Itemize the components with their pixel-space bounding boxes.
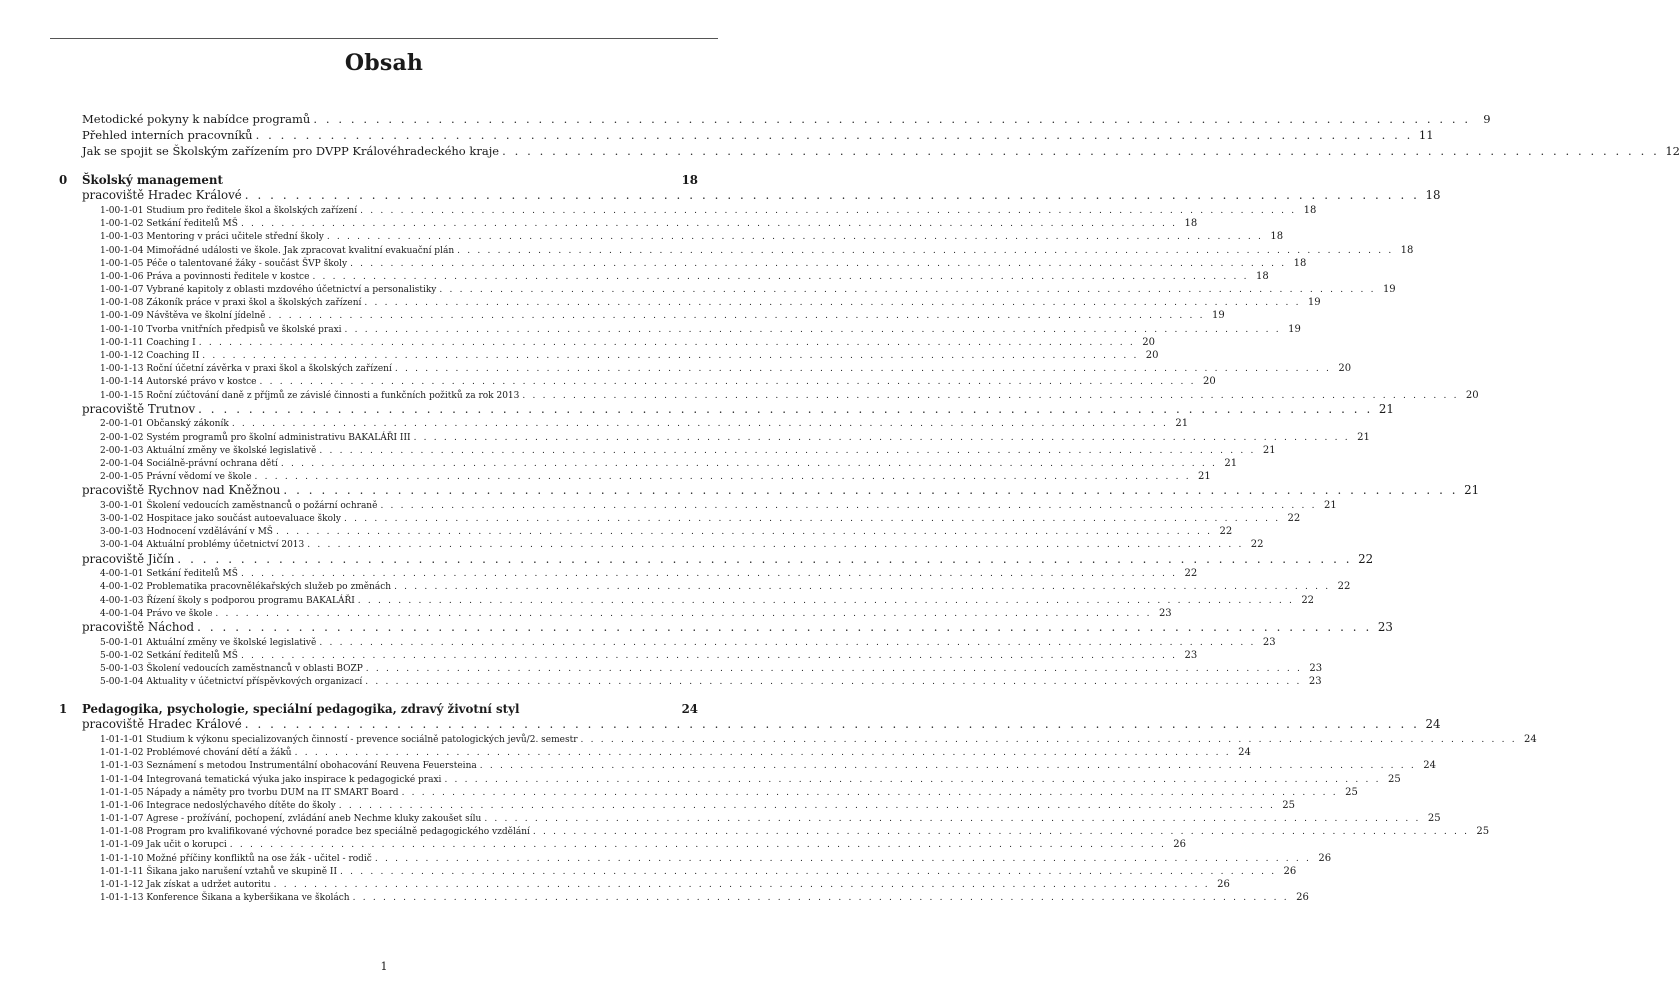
dot-leader: . . . . . . . . . . . . . . . . . . . . . . . . . . . . . . . . . . . . . . . . . . . . . . . . . . . . . . . . . . . . . . . . . . . . . . . . . . . . . . . . . . . . . . . . . . . . . bbox=[444, 774, 1381, 785]
toc-entry-title: Metodické pokyny k nabídce programů bbox=[82, 112, 311, 126]
dot-leader: . . . . . . . . . . . . . . . . . . . . . . . . . . . . . . . . . . . . . . . . . . . . . . . . . . . . . . . . . . . . . . . . . . . . . . . . . . . . . . . . . . . . . . . . . . . . . bbox=[215, 608, 1152, 619]
toc-entry-title: 4-00-1-01 Setkání ředitelů MŠ bbox=[100, 569, 238, 580]
toc-entry-page: 11 bbox=[1418, 127, 1434, 142]
toc-entry-title: 1-01-1-12 Jak získat a udržet autoritu bbox=[100, 880, 271, 891]
toc-item-entry[interactable] bbox=[50, 607, 1172, 620]
dot-leader: . . . . . . . . . . . . . . . . . . . . . . . . . . . . . . . . . . . . . . . . . . . . . . . . . . . . . . . . . . . . . . . . . . . . . . . . . . . . . . . . . . . . . . . . . . . . . bbox=[380, 500, 1317, 511]
toc-entry-title: 1-00-1-10 Tvorba vnitřních předpisů ve školské praxi bbox=[100, 324, 342, 335]
toc-entry-page: 22 bbox=[1337, 581, 1351, 593]
toc-entry-title: 1-01-1-11 Šikana jako narušení vztahů ve skupině II bbox=[100, 866, 337, 877]
dot-leader: . . . . . . . . . . . . . . . . . . . . . . . . . . . . . . . . . . . . . . . . . . . . . . . . . . . . . . . . . . . . . . . . . . . . . . . . . . . . . . . . . . . . . . . . . . . . . bbox=[198, 401, 1373, 416]
toc-subsection-entry[interactable] bbox=[50, 717, 1441, 733]
toc-entry-page: 23 bbox=[1377, 620, 1393, 635]
toc-entry-title: 5-00-1-03 Školení vedoucích zaměstnanců v oblasti BOZP bbox=[100, 663, 363, 674]
toc-item-entry[interactable] bbox=[50, 230, 1284, 243]
dot-leader: . . . . . . . . . . . . . . . . . . . . . . . . . . . . . . . . . . . . . . . . . . . . . . . . . . . . . . . . . . . . . . . . . . . . . . . . . . . . . . . . . . . . . . . . . . . . . bbox=[259, 377, 1196, 388]
toc-entry-page: 22 bbox=[1287, 513, 1301, 525]
toc-entry-page: 21 bbox=[1224, 457, 1238, 469]
dot-leader: . . . . . . . . . . . . . . . . . . . . . . . . . . . . . . . . . . . . . . . . . . . . . . . . . . . . . . . . . . . . . . . . . . . . . . . . . . . . . . . . . . . . . . . . . . . . . bbox=[229, 840, 1167, 851]
toc-entry-page: 21 bbox=[1464, 483, 1480, 498]
toc-entry-title: 5-00-1-02 Setkání ředitelů MŠ bbox=[100, 650, 238, 661]
dot-leader: . . . . . . . . . . . . . . . . . . . . . . . . . . . . . . . . . . . . . . . . . . . . . . . . . . . . . . . . . . . . . . . . . . . . . . . . . . . . . . . . . . . . . . . . . . . . . bbox=[283, 483, 1459, 498]
toc-subsection-entry[interactable] bbox=[50, 483, 1480, 499]
toc-entry-page: 26 bbox=[1318, 852, 1332, 864]
toc-entry-title: 1-00-1-05 Péče o talentované žáky - součást ŠVP školy bbox=[100, 258, 348, 269]
toc-entry-page: 26 bbox=[1173, 839, 1187, 851]
toc-entry-title: 1-00-1-02 Setkání ředitelů MŠ bbox=[100, 219, 238, 230]
toc-entry-page: 12 bbox=[1665, 143, 1680, 158]
dot-leader: . . . . . . . . . . . . . . . . . . . . . . . . . . . . . . . . . . . . . . . . . . . . . . . . . . . . . . . . . . . . . . . . . . . . . . . . . . . . . . . . . . . . . . . . . . . . . bbox=[268, 311, 1205, 322]
dot-leader: . . . . . . . . . . . . . . . . . . . . . . . . . . . . . . . . . . . . . . . . . . . . . . . . . . . . . . . . . . . . . . . . . . . . . . . . . . . . . . . . . . . . . . . . . . . . . bbox=[457, 245, 1394, 256]
header-rule bbox=[50, 38, 718, 39]
toc-entry-title: 1-01-1-06 Integrace nedoslýchavého dítěte do školy bbox=[100, 800, 336, 811]
toc-entry-title: 1-00-1-04 Mimořádné události ve škole. Jak zpracovat kvalitní evakuační plán bbox=[100, 245, 455, 256]
toc-item-entry[interactable] bbox=[50, 773, 1401, 786]
toc-item-entry[interactable] bbox=[50, 244, 1414, 257]
toc-entry-page: 26 bbox=[1217, 879, 1230, 891]
dot-leader: . . . . . . . . . . . . . . . . . . . . . . . . . . . . . . . . . . . . . . . . . . . . . . . . . . . . . . . . . . . . . . . . . . . . . . . . . . . . . . . . . . . . . . . . . . . . . bbox=[275, 527, 1213, 538]
toc-entry-page: 23 bbox=[1309, 662, 1323, 674]
toc-entry-page: 22 bbox=[1250, 539, 1264, 551]
dot-leader: . . . . . . . . . . . . . . . . . . . . . . . . . . . . . . . . . . . . . . . . . . . . . . . . . . . . . . . . . . . . . . . . . . . . . . . . . . . . . . . . . . . . . . . . . . . . . bbox=[580, 734, 1517, 745]
spacer bbox=[50, 159, 698, 172]
toc-item-entry[interactable] bbox=[50, 825, 1490, 838]
dot-leader: . . . . . . . . . . . . . . . . . . . . . . . . . . . . . . . . . . . . . . . . . . . . . . . . . . . . . . . . . . . . . . . . . . . . . . . . . . . . . . . . . . . . . . . . . . . . . bbox=[202, 351, 1139, 362]
dot-leader: . . . . . . . . . . . . . . . . . . . . . . . . . . . . . . . . . . . . . . . . . . . . . . . . . . . . . . . . . . . . . . . . . . . . . . . . . . . . . . . . . . . . . . . . . . . . . bbox=[365, 663, 1303, 674]
dot-leader: . . . . . . . . . . . . . . . . . . . . . . . . . . . . . . . . . . . . . . . . . . . . . . . . . . . . . . . . . . . . . . . . . . . . . . . . . . . . . . . . . . . . . . . . . . . . . bbox=[360, 205, 1297, 216]
toc-item-entry[interactable] bbox=[50, 636, 1276, 649]
dot-leader: . . . . . . . . . . . . . . . . . . . . . . . . . . . . . . . . . . . . . . . . . . . . . . . . . . . . . . . . . . . . . . . . . . . . . . . . . . . . . . . . . . . . . . . . . . . . . bbox=[313, 112, 1471, 126]
toc-item-entry[interactable] bbox=[50, 649, 1198, 662]
toc-entry-page: 21 bbox=[1378, 401, 1394, 416]
toc-entry-page: 18 bbox=[1255, 270, 1269, 282]
toc-subsection-entry[interactable] bbox=[50, 551, 1374, 568]
toc-entry-title: pracoviště Trutnov bbox=[82, 401, 196, 416]
toc-subsection-entry[interactable] bbox=[50, 620, 1393, 636]
toc-item-entry[interactable] bbox=[50, 878, 1230, 891]
table-of-contents bbox=[50, 112, 1680, 904]
toc-item-entry[interactable] bbox=[50, 675, 1322, 688]
dot-leader: . . . . . . . . . . . . . . . . . . . . . . . . . . . . . . . . . . . . . . . . . . . . . . . . . . . . . . . . . . . . . . . . . . . . . . . . . . . . . . . . . . . . . . . . . . . . . bbox=[394, 364, 1332, 375]
toc-entry-title: 1-00-1-08 Zákoník práce v praxi škol a školských zařízení bbox=[100, 298, 362, 309]
toc-item-entry[interactable] bbox=[50, 204, 1317, 217]
dot-leader: . . . . . . . . . . . . . . . . . . . . . . . . . . . . . . . . . . . . . . . . . . . . . . . . . . . . . . . . . . . . . . . . . . . . . . . . . . . . . . . . . . . . . . . . . . . . . bbox=[198, 337, 1135, 348]
dot-leader: . . . . . . . . . . . . . . . . . . . . . . . . . . . . . . . . . . . . . . . . . . . . . . . . . . . . . . . . . . . . . . . . . . . . . . . . . . . . . . . . . . . . . . . . . . . . . bbox=[280, 458, 1218, 469]
dot-leader: . . . . . . . . . . . . . . . . . . . . . . . . . . . . . . . . . . . . . . . . . . . . . . . . . . . . . . . . . . . . . . . . . . . . . . . . . . . . . . . . . . . . . . . . . . . . . bbox=[340, 866, 1277, 877]
toc-entry-page: 9 bbox=[1483, 112, 1491, 126]
dot-leader: . . . . . . . . . . . . . . . . . . . . . . . . . . . . . . . . . . . . . . . . . . . . . . . . . . . . . . . . . . . . . . . . . . . . . . . . . . . . . . . . . . . . . . . . . . . . . bbox=[326, 232, 1264, 243]
dot-leader: . . . . . . . . . . . . . . . . . . . . . . . . . . . . . . . . . . . . . . . . . . . . . . . . . . . . . . . . . . . . . . . . . . . . . . . . . . . . . . . . . . . . . . . . . . . . . bbox=[439, 285, 1376, 296]
toc-item-entry[interactable] bbox=[50, 257, 1307, 270]
toc-item-entry[interactable] bbox=[50, 799, 1296, 812]
toc-item-entry[interactable] bbox=[50, 375, 1216, 388]
dot-leader: . . . . . . . . . . . . . . . . . . . . . . . . . . . . . . . . . . . . . . . . . . . . . . . . . . . . . . . . . . . . . . . . . . . . . . . . . . . . . . . . . . . . . . . . . . . . . bbox=[255, 127, 1413, 142]
toc-item-entry[interactable] bbox=[50, 296, 1321, 309]
toc-entry-page: 18 bbox=[1270, 231, 1284, 243]
toc-entry-page: 18 bbox=[1425, 188, 1441, 203]
toc-entry-title: 1-01-1-09 Jak učit o korupci bbox=[100, 840, 227, 851]
toc-item-entry[interactable] bbox=[50, 662, 1323, 675]
dot-leader: . . . . . . . . . . . . . . . . . . . . . . . . . . . . . . . . . . . . . . . . . . . . . . . . . . . . . . . . . . . . . . . . . . . . . . . . . . . . . . . . . . . . . . . . . . . . . bbox=[522, 390, 1459, 401]
dot-leader: . . . . . . . . . . . . . . . . . . . . . . . . . . . . . . . . . . . . . . . . . . . . . . . . . . . . . . . . . . . . . . . . . . . . . . . . . . . . . . . . . . . . . . . . . . . . . bbox=[294, 748, 1231, 759]
toc-entry-page: 18 bbox=[1303, 204, 1317, 216]
toc-entry-page: 23 bbox=[1308, 676, 1322, 688]
dot-leader: . . . . . . . . . . . . . . . . . . . . . . . . . . . . . . . . . . . . . . . . . . . . . . . . . . . . . . . . . . . . . . . . . . . . . . . . . . . . . . . . . . . . . . . . . . . . . bbox=[344, 324, 1281, 335]
toc-entry-page: 25 bbox=[1476, 826, 1490, 838]
toc-front-entry[interactable] bbox=[50, 127, 1434, 144]
toc-entry-page: 22 bbox=[1184, 568, 1198, 580]
toc-subsection-entry[interactable] bbox=[50, 188, 1441, 204]
toc-entry-page: 21 bbox=[1175, 418, 1189, 430]
dot-leader: . . . . . . . . . . . . . . . . . . . . . . . . . . . . . . . . . . . . . . . . . . . . . . . . . . . . . . . . . . . . . . . . . . . . . . . . . . . . . . . . . . . . . . . . . . . . . bbox=[484, 814, 1421, 825]
toc-entry-page: 21 bbox=[1323, 499, 1337, 511]
toc-entry-title: 1-01-1-01 Studium k výkonu specializovaných činností - prevence sociálně patologických jevů/2. semestr bbox=[100, 734, 578, 745]
dot-leader: . . . . . . . . . . . . . . . . . . . . . . . . . . . . . . . . . . . . . . . . . . . . . . . . . . . . . . . . . . . . . . . . . . . . . . . . . . . . . . . . . . . . . . . . . . . . . bbox=[338, 800, 1276, 811]
toc-entry-title: 3-00-1-03 Hodnocení vzdělávání v MŠ bbox=[100, 527, 273, 538]
toc-item-entry[interactable] bbox=[50, 470, 1211, 483]
toc-entry-title: 1-00-1-12 Coaching II bbox=[100, 351, 200, 362]
section-number: 0 bbox=[59, 173, 68, 188]
toc-entry-page: 23 bbox=[1262, 636, 1276, 648]
dot-leader: . . . . . . . . . . . . . . . . . . . . . . . . . . . . . . . . . . . . . . . . . . . . . . . . . . . . . . . . . . . . . . . . . . . . . . . . . . . . . . . . . . . . . . . . . . . . . bbox=[319, 637, 1256, 648]
toc-entry-page: 24 bbox=[1238, 747, 1251, 759]
toc-entry-title: 2-00-1-01 Občanský zákoník bbox=[100, 419, 229, 430]
toc-item-entry[interactable] bbox=[50, 812, 1441, 825]
toc-entry-title: pracoviště Náchod bbox=[82, 620, 195, 635]
toc-item-entry[interactable] bbox=[50, 336, 1155, 349]
toc-item-entry[interactable] bbox=[50, 270, 1269, 283]
toc-entry-title: 1-00-1-09 Návštěva ve školní jídelně bbox=[100, 311, 266, 322]
page-title: Obsah bbox=[344, 50, 424, 76]
toc-entry-page: 19 bbox=[1307, 297, 1321, 309]
toc-entry-page: 24 bbox=[1423, 760, 1436, 772]
toc-item-entry[interactable] bbox=[50, 580, 1351, 593]
toc-item-entry[interactable] bbox=[50, 733, 1537, 746]
toc-entry-page: 22 bbox=[1219, 526, 1233, 538]
toc-entry-title: Školský management bbox=[82, 173, 223, 188]
toc-entry-page: 20 bbox=[1142, 336, 1155, 348]
toc-entry-title: Pedagogika, psychologie, speciální pedagogika, zdravý životní styl bbox=[82, 702, 520, 717]
toc-item-entry[interactable] bbox=[50, 838, 1187, 851]
toc-entry-title: Jak se spojit se Školským zařízením pro DVPP Královéhradeckého kraje bbox=[82, 143, 500, 158]
toc-entry-title: 1-00-1-03 Mentoring v práci učitele střední školy bbox=[100, 232, 324, 243]
toc-entry-title: pracoviště Hradec Králové bbox=[82, 188, 242, 203]
dot-leader: . . . . . . . . . . . . . . . . . . . . . . . . . . . . . . . . . . . . . . . . . . . . . . . . . . . . . . . . . . . . . . . . . . . . . . . . . . . . . . . . . . . . . . . . . . . . . bbox=[502, 143, 1660, 158]
toc-entry-page: 20 bbox=[1202, 376, 1216, 388]
toc-entry-title: 1-00-1-13 Roční účetní závěrka v praxi škol a školských zařízení bbox=[100, 364, 392, 375]
dot-leader: . . . . . . . . . . . . . . . . . . . . . . . . . . . . . . . . . . . . . . . . . . . . . . . . . . . . . . . . . . . . . . . . . . . . . . . . . . . . . . . . . . . . . . . . . . . . . bbox=[357, 595, 1295, 606]
toc-item-entry[interactable] bbox=[50, 457, 1238, 470]
toc-entry-page: 18 bbox=[1400, 244, 1414, 256]
toc-entry-title: 4-00-1-04 Právo ve škole bbox=[100, 608, 213, 619]
toc-entry-title: pracoviště Hradec Králové bbox=[82, 717, 242, 732]
dot-leader: . . . . . . . . . . . . . . . . . . . . . . . . . . . . . . . . . . . . . . . . . . . . . . . . . . . . . . . . . . . . . . . . . . . . . . . . . . . . . . . . . . . . . . . . . . . . . bbox=[394, 582, 1331, 593]
toc-entry-title: 1-00-1-11 Coaching I bbox=[100, 337, 196, 348]
dot-leader: . . . . . . . . . . . . . . . . . . . . . . . . . . . . . . . . . . . . . . . . . . . . . . . . . . . . . . . . . . . . . . . . . . . . . . . . . . . . . . . . . . . . . . . . . . . . . bbox=[231, 419, 1169, 430]
toc-entry-title: 1-01-1-04 Integrovaná tematická výuka jako inspirace k pedagogické praxi bbox=[100, 774, 442, 785]
toc-item-entry[interactable] bbox=[50, 567, 1198, 580]
toc-entry-page: 24 bbox=[1425, 717, 1441, 732]
toc-entry-page: 26 bbox=[1283, 865, 1297, 877]
toc-entry-title: Přehled interních pracovníků bbox=[82, 127, 253, 142]
toc-entry-title: 1-01-1-02 Problémové chování dětí a žáků bbox=[100, 748, 292, 759]
toc-section-entry[interactable] bbox=[50, 701, 698, 717]
toc-entry-page: 21 bbox=[1262, 444, 1276, 456]
toc-entry-page: 22 bbox=[1358, 551, 1374, 566]
toc-item-entry[interactable] bbox=[50, 594, 1315, 607]
toc-item-entry[interactable] bbox=[50, 786, 1358, 799]
spacer bbox=[50, 688, 698, 701]
toc-item-entry[interactable] bbox=[50, 852, 1332, 865]
toc-entry-page: 19 bbox=[1382, 284, 1396, 296]
toc-item-entry[interactable] bbox=[50, 431, 1370, 444]
toc-entry-title: pracoviště Jičín bbox=[82, 551, 175, 566]
dot-leader: . . . . . . . . . . . . . . . . . . . . . . . . . . . . . . . . . . . . . . . . . . . . . . . . . . . . . . . . . . . . . . . . . . . . . . . . . . . . . . . . . . . . . . . . . . . . . bbox=[177, 551, 1353, 566]
toc-entry-title: 3-00-1-02 Hospitace jako součást autoevaluace školy bbox=[100, 514, 341, 525]
toc-entry-title: 1-01-1-08 Program pro kvalifikované výchovné poradce bez speciálně pedagogického vzdělání bbox=[100, 827, 530, 838]
toc-entry-title: 1-01-1-07 Agrese - prožívání, pochopení, zvládání aneb Nechme kluky zakoušet sílu bbox=[100, 814, 482, 825]
dot-leader: . . . . . . . . . . . . . . . . . . . . . . . . . . . . . . . . . . . . . . . . . . . . . . . . . . . . . . . . . . . . . . . . . . . . . . . . . . . . . . . . . . . . . . . . . . . . . bbox=[273, 880, 1210, 891]
toc-entry-page: 18 bbox=[681, 173, 698, 188]
toc-entry-title: 1-01-1-13 Konference Šikana a kyberšikana ve školách bbox=[100, 893, 350, 904]
dot-leader: . . . . . . . . . . . . . . . . . . . . . . . . . . . . . . . . . . . . . . . . . . . . . . . . . . . . . . . . . . . . . . . . . . . . . . . . . . . . . . . . . . . . . . . . . . . . . bbox=[240, 569, 1178, 580]
toc-entry-title: 1-00-1-06 Práva a povinnosti ředitele v kostce bbox=[100, 271, 310, 282]
dot-leader: . . . . . . . . . . . . . . . . . . . . . . . . . . . . . . . . . . . . . . . . . . . . . . . . . . . . . . . . . . . . . . . . . . . . . . . . . . . . . . . . . . . . . . . . . . . . . bbox=[197, 620, 1372, 635]
toc-item-entry[interactable] bbox=[50, 309, 1225, 322]
toc-entry-page: 19 bbox=[1212, 310, 1225, 322]
dot-leader: . . . . . . . . . . . . . . . . . . . . . . . . . . . . . . . . . . . . . . . . . . . . . . . . . . . . . . . . . . . . . . . . . . . . . . . . . . . . . . . . . . . . . . . . . . . . . bbox=[244, 717, 1420, 732]
toc-entry-title: pracoviště Rychnov nad Kněžnou bbox=[82, 483, 281, 498]
toc-entry-page: 26 bbox=[1296, 892, 1309, 904]
dot-leader: . . . . . . . . . . . . . . . . . . . . . . . . . . . . . . . . . . . . . . . . . . . . . . . . . . . . . . . . . . . . . . . . . . . . . . . . . . . . . . . . . . . . . . . . . . . . . bbox=[312, 271, 1249, 282]
toc-entry-page: 20 bbox=[1145, 350, 1159, 362]
toc-entry-page: 21 bbox=[1198, 471, 1211, 483]
toc-entry-page: 25 bbox=[1387, 773, 1401, 785]
toc-entry-page: 21 bbox=[1357, 431, 1370, 443]
dot-leader: . . . . . . . . . . . . . . . . . . . . . . . . . . . . . . . . . . . . . . . . . . . . . . . . . . . . . . . . . . . . . . . . . . . . . . . . . . . . . . . . . . . . . . . . . . . . . bbox=[240, 219, 1178, 230]
toc-entry-title: 1-00-1-01 Studium pro ředitele škol a školských zařízení bbox=[100, 205, 358, 216]
toc-item-entry[interactable] bbox=[50, 512, 1301, 525]
toc-entry-page: 25 bbox=[1345, 786, 1358, 798]
toc-item-entry[interactable] bbox=[50, 323, 1301, 336]
toc-entry-page: 20 bbox=[1338, 363, 1352, 375]
toc-entry-title: 5-00-1-04 Aktuality v účetnictví příspěvkových organizací bbox=[100, 677, 363, 688]
toc-entry-page: 24 bbox=[681, 702, 698, 717]
dot-leader: . . . . . . . . . . . . . . . . . . . . . . . . . . . . . . . . . . . . . . . . . . . . . . . . . . . . . . . . . . . . . . . . . . . . . . . . . . . . . . . . . . . . . . . . . . . . . bbox=[401, 787, 1338, 798]
toc-item-entry[interactable] bbox=[50, 746, 1251, 759]
toc-entry-page: 18 bbox=[1293, 257, 1307, 269]
section-number: 1 bbox=[59, 702, 68, 717]
toc-item-entry[interactable] bbox=[50, 349, 1159, 362]
toc-subsection-entry[interactable] bbox=[50, 401, 1394, 418]
toc-entry-page: 22 bbox=[1301, 594, 1315, 606]
toc-item-entry[interactable] bbox=[50, 283, 1396, 296]
dot-leader: . . . . . . . . . . . . . . . . . . . . . . . . . . . . . . . . . . . . . . . . . . . . . . . . . . . . . . . . . . . . . . . . . . . . . . . . . . . . . . . . . . . . . . . . . . . . . bbox=[479, 761, 1416, 772]
toc-entry-title: 2-00-1-05 Právní vědomí ve škole bbox=[100, 472, 252, 483]
toc-item-entry[interactable] bbox=[50, 417, 1189, 430]
toc-entry-title: 2-00-1-04 Sociálně-právní ochrana dětí bbox=[100, 458, 278, 469]
toc-item-entry[interactable] bbox=[50, 525, 1233, 538]
dot-leader: . . . . . . . . . . . . . . . . . . . . . . . . . . . . . . . . . . . . . . . . . . . . . . . . . . . . . . . . . . . . . . . . . . . . . . . . . . . . . . . . . . . . . . . . . . . . . bbox=[350, 258, 1287, 269]
toc-item-entry[interactable] bbox=[50, 444, 1276, 457]
toc-item-entry[interactable] bbox=[50, 362, 1352, 375]
dot-leader: . . . . . . . . . . . . . . . . . . . . . . . . . . . . . . . . . . . . . . . . . . . . . . . . . . . . . . . . . . . . . . . . . . . . . . . . . . . . . . . . . . . . . . . . . . . . . bbox=[319, 445, 1256, 456]
toc-entry-title: 4-00-1-02 Problematika pracovnělékařských služeb po změnách bbox=[100, 582, 392, 593]
dot-leader: . . . . . . . . . . . . . . . . . . . . . . . . . . . . . . . . . . . . . . . . . . . . . . . . . . . . . . . . . . . . . . . . . . . . . . . . . . . . . . . . . . . . . . . . . . . . . bbox=[413, 432, 1350, 443]
toc-entry-page: 23 bbox=[1184, 649, 1198, 661]
toc-entry-page: 25 bbox=[1282, 799, 1296, 811]
dot-leader: . . . . . . . . . . . . . . . . . . . . . . . . . . . . . . . . . . . . . . . . . . . . . . . . . . . . . . . . . . . . . . . . . . . . . . . . . . . . . . . . . . . . . . . . . . . . . bbox=[307, 540, 1244, 551]
toc-entry-title: 3-00-1-04 Aktuální problémy účetnictví 2013 bbox=[100, 540, 305, 551]
toc-item-entry[interactable] bbox=[50, 217, 1198, 230]
toc-entry-title: 2-00-1-03 Aktuální změny ve školské legislativě bbox=[100, 445, 317, 456]
dot-leader: . . . . . . . . . . . . . . . . . . . . . . . . . . . . . . . . . . . . . . . . . . . . . . . . . . . . . . . . . . . . . . . . . . . . . . . . . . . . . . . . . . . . . . . . . . . . . bbox=[374, 853, 1312, 864]
toc-entry-title: 1-00-1-07 Vybrané kapitoly z oblasti mzdového účetnictví a personalistiky bbox=[100, 285, 437, 296]
toc-item-entry[interactable] bbox=[50, 891, 1309, 904]
dot-leader: . . . . . . . . . . . . . . . . . . . . . . . . . . . . . . . . . . . . . . . . . . . . . . . . . . . . . . . . . . . . . . . . . . . . . . . . . . . . . . . . . . . . . . . . . . . . . bbox=[352, 893, 1289, 904]
dot-leader: . . . . . . . . . . . . . . . . . . . . . . . . . . . . . . . . . . . . . . . . . . . . . . . . . . . . . . . . . . . . . . . . . . . . . . . . . . . . . . . . . . . . . . . . . . . . . bbox=[365, 677, 1302, 688]
toc-entry-title: 1-01-1-05 Nápady a náměty pro tvorbu DUM na IT SMART Board bbox=[100, 787, 399, 798]
toc-entry-page: 20 bbox=[1465, 389, 1479, 401]
toc-entry-title: 3-00-1-01 Školení vedoucích zaměstnanců o požární ochraně bbox=[100, 500, 378, 511]
toc-item-entry[interactable] bbox=[50, 499, 1337, 512]
toc-entry-title: 1-00-1-15 Roční zúčtování daně z příjmů ze závislé činnosti a funkčních požitků za rok 2013 bbox=[100, 390, 520, 401]
toc-entry-page: 18 bbox=[1184, 218, 1198, 230]
toc-item-entry[interactable] bbox=[50, 865, 1297, 878]
toc-entry-title: 5-00-1-01 Aktuální změny ve školské legislativě bbox=[100, 637, 317, 648]
toc-entry-page: 23 bbox=[1158, 607, 1172, 619]
toc-section-entry[interactable] bbox=[50, 172, 698, 188]
toc-entry-page: 24 bbox=[1524, 733, 1537, 745]
toc-entry-title: 2-00-1-02 Systém programů pro školní administrativu BAKALÁŘI III bbox=[100, 432, 411, 443]
dot-leader: . . . . . . . . . . . . . . . . . . . . . . . . . . . . . . . . . . . . . . . . . . . . . . . . . . . . . . . . . . . . . . . . . . . . . . . . . . . . . . . . . . . . . . . . . . . . . bbox=[240, 650, 1178, 661]
dot-leader: . . . . . . . . . . . . . . . . . . . . . . . . . . . . . . . . . . . . . . . . . . . . . . . . . . . . . . . . . . . . . . . . . . . . . . . . . . . . . . . . . . . . . . . . . . . . . bbox=[254, 472, 1191, 483]
toc-front-entry[interactable] bbox=[50, 143, 1680, 160]
toc-item-entry[interactable] bbox=[50, 389, 1479, 402]
toc-item-entry[interactable] bbox=[50, 538, 1264, 551]
toc-entry-title: 4-00-1-03 Řízení školy s podporou programu BAKALÁŘI bbox=[100, 595, 355, 606]
toc-entry-title: 1-01-1-03 Seznámení s metodou Instrumentální obohacování Reuvena Feuersteina bbox=[100, 761, 477, 772]
dot-leader: . . . . . . . . . . . . . . . . . . . . . . . . . . . . . . . . . . . . . . . . . . . . . . . . . . . . . . . . . . . . . . . . . . . . . . . . . . . . . . . . . . . . . . . . . . . . . bbox=[532, 827, 1470, 838]
toc-entry-page: 25 bbox=[1427, 813, 1441, 825]
toc-front-entry[interactable] bbox=[50, 112, 1491, 128]
page-number: 1 bbox=[380, 960, 388, 973]
toc-entry-title: 1-01-1-10 Možné příčiny konfliktů na ose žák - učitel - rodič bbox=[100, 853, 372, 864]
toc-entry-page: 19 bbox=[1288, 323, 1301, 335]
dot-leader: . . . . . . . . . . . . . . . . . . . . . . . . . . . . . . . . . . . . . . . . . . . . . . . . . . . . . . . . . . . . . . . . . . . . . . . . . . . . . . . . . . . . . . . . . . . . . bbox=[344, 514, 1281, 525]
toc-item-entry[interactable] bbox=[50, 759, 1436, 772]
toc-entry-title: 1-00-1-14 Autorské právo v kostce bbox=[100, 377, 257, 388]
dot-leader: . . . . . . . . . . . . . . . . . . . . . . . . . . . . . . . . . . . . . . . . . . . . . . . . . . . . . . . . . . . . . . . . . . . . . . . . . . . . . . . . . . . . . . . . . . . . . bbox=[244, 188, 1420, 203]
dot-leader: . . . . . . . . . . . . . . . . . . . . . . . . . . . . . . . . . . . . . . . . . . . . . . . . . . . . . . . . . . . . . . . . . . . . . . . . . . . . . . . . . . . . . . . . . . . . . bbox=[364, 298, 1301, 309]
